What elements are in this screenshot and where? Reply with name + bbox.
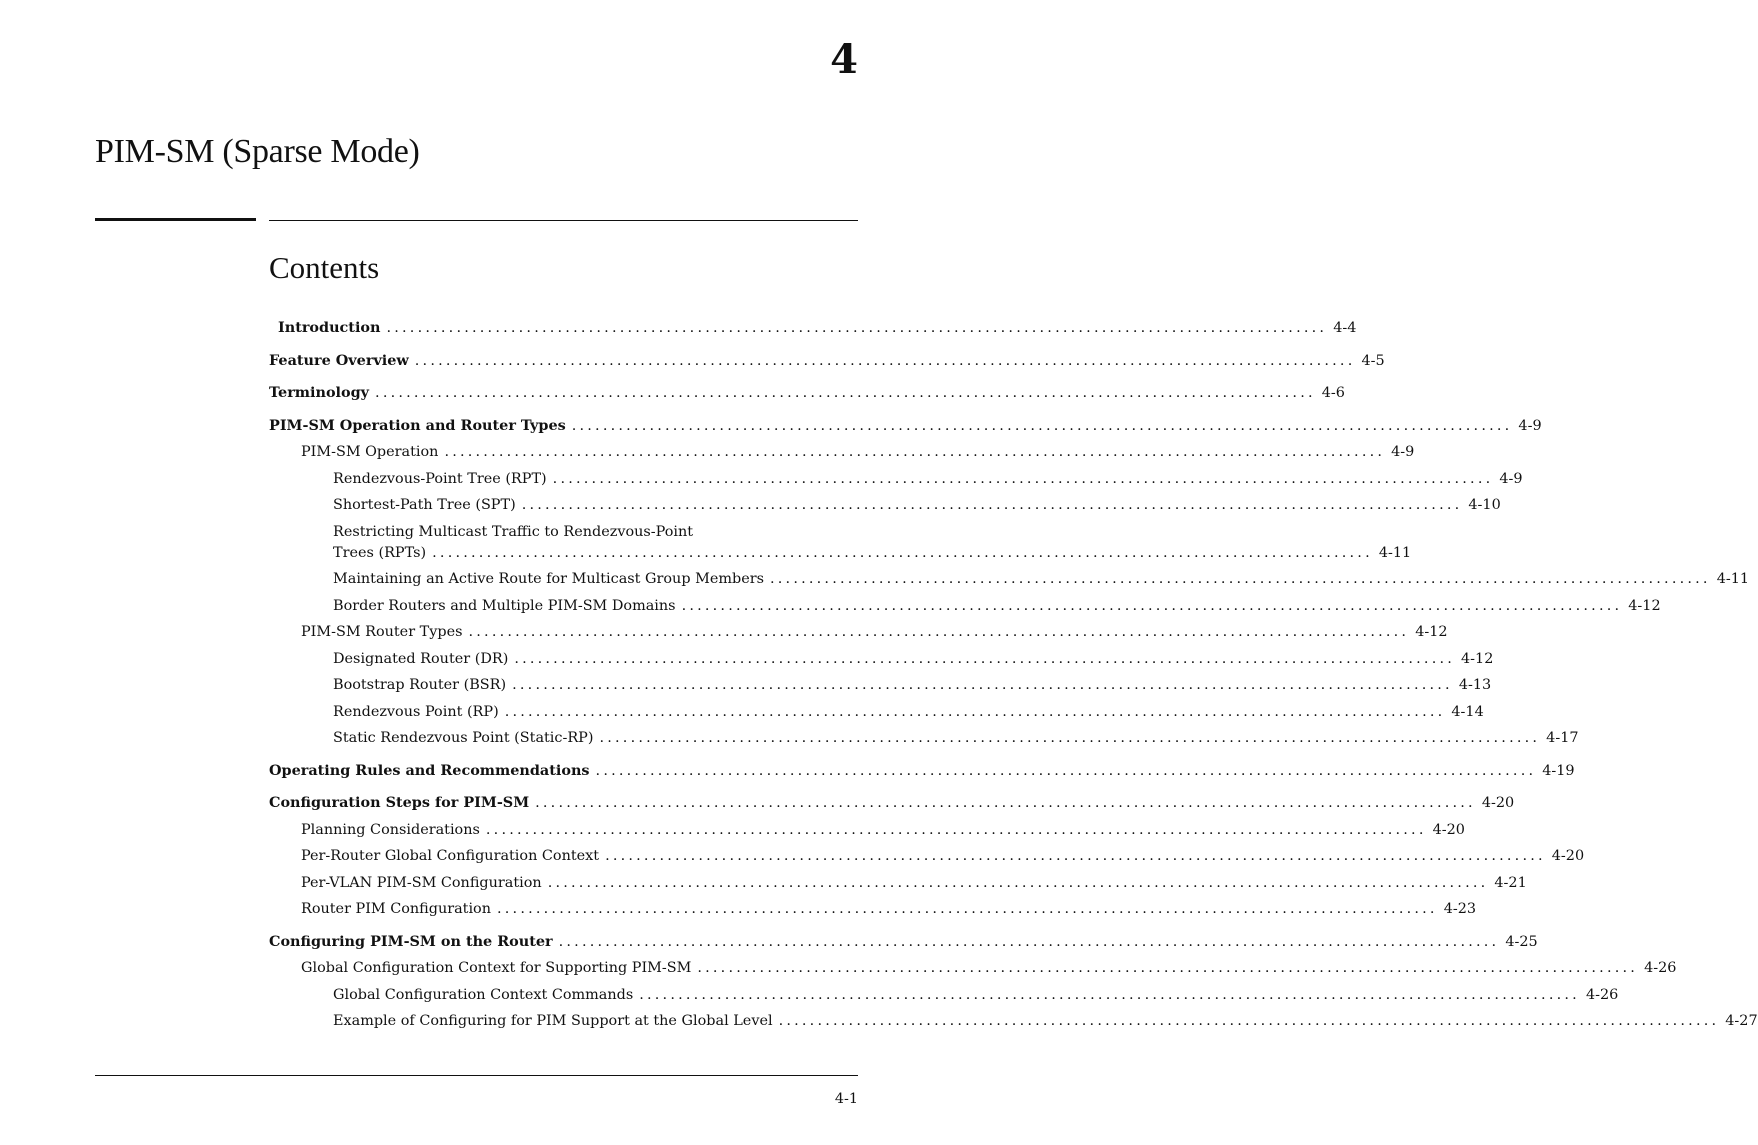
toc-entry-label: Trees (RPTs) [333,544,427,561]
toc-entry-label: Maintaining an Active Route for Multicast Group Members [333,571,764,587]
toc-entry-label: Rendezvous Point (RP) [333,703,499,720]
toc-entry-label: Configuring PIM-SM on the Router [269,932,553,950]
toc-dot-leader: ......................................................................................................................... [535,795,1476,811]
toc-entry-label: Terminology [269,384,370,401]
toc-entry[interactable] [269,986,1619,1005]
toc-dot-leader: ......................................................................................................................... [414,352,1356,369]
toc-entry-label: Static Rendezvous Point (Static-RP) [333,730,594,746]
header-rule-short [95,218,256,221]
toc-entry-page: 4-9 [1391,444,1415,460]
toc-dot-leader: ......................................................................................................................... [571,417,1513,434]
table-of-contents [269,318,1758,1031]
toc-entry[interactable] [269,793,1515,813]
toc-entry-label: Router PIM Configuration [301,901,491,917]
toc-entry[interactable] [269,1012,1758,1031]
toc-entry-label: Feature Overview [269,351,409,369]
toc-entry-page: 4-19 [1542,762,1575,779]
toc-entry-label: Shortest-Path Tree (SPT) [333,497,516,513]
toc-entry[interactable] [269,703,1484,722]
toc-entry-label: Per-Router Global Configuration Context [301,848,600,864]
toc-entry-page: 4-14 [1451,703,1484,720]
toc-entry-page: 4-20 [1551,848,1585,864]
toc-dot-leader: ......................................................................................................................... [639,986,1580,1003]
toc-dot-leader: ......................................................................................................................... [497,901,1438,917]
toc-entry-label-line1[interactable]: Restricting Multicast Traffic to Rendezvous-Point [333,523,694,540]
toc-entry-page: 4-11 [1716,571,1750,587]
toc-entry[interactable] [269,676,1492,695]
toc-entry-label: Designated Router (DR) [333,650,509,667]
toc-dot-leader: ......................................................................................................................... [770,571,1711,587]
toc-entry[interactable] [269,959,1677,978]
toc-dot-leader: ......................................................................................................................... [375,385,1316,401]
toc-entry[interactable] [269,496,1501,515]
toc-entry-page: 4-12 [1628,597,1661,614]
toc-entry[interactable] [269,351,1385,371]
toc-dot-leader: ......................................................................................................................... [697,960,1639,976]
chapter-number: 4 [830,36,858,83]
toc-dot-leader: ......................................................................................................................... [558,933,1500,950]
toc-dot-leader: ......................................................................................................................... [444,444,1386,460]
toc-entry-page: 4-20 [1432,821,1465,838]
toc-entry-page: 4-23 [1443,901,1477,917]
toc-entry-page: 4-12 [1461,650,1494,667]
toc-entry[interactable] [269,821,1465,840]
toc-entry[interactable] [269,383,1345,403]
toc-dot-leader: ......................................................................................................................... [599,730,1541,746]
toc-dot-leader: ......................................................................................................................... [512,677,1453,693]
contents-heading: Contents [269,250,380,285]
toc-entry-label: Configuration Steps for PIM-SM [269,794,530,811]
toc-entry[interactable] [269,650,1494,669]
toc-entry-label: Global Configuration Context for Supporting PIM-SM [301,960,692,976]
toc-entry-page: 4-9 [1518,417,1542,434]
toc-entry-label: PIM-SM Router Types [301,624,463,640]
toc-entry[interactable] [269,761,1575,781]
toc-entry-page: 4-12 [1415,624,1448,640]
toc-entry-page: 4-26 [1585,986,1619,1003]
toc-entry-page: 4-20 [1481,795,1515,811]
toc-dot-leader: ......................................................................................................................... [595,762,1537,779]
toc-entry-label: PIM-SM Operation [301,444,439,460]
toc-entry-page: 4-4 [1333,320,1357,336]
toc-entry-label: Introduction [278,319,381,336]
toc-dot-leader: ......................................................................................................................... [386,320,1328,336]
toc-entry[interactable] [269,318,1357,338]
toc-dot-leader: ......................................................................................................................... [432,544,1373,561]
toc-entry-label: Planning Considerations [301,821,480,838]
toc-dot-leader: ......................................................................................................................... [552,470,1494,487]
footer-rule [95,1075,858,1076]
toc-entry[interactable] [269,900,1477,919]
toc-entry-page: 4-17 [1546,730,1579,746]
header-rule-long [269,220,858,221]
toc-entry[interactable] [269,729,1579,748]
toc-entry-page: 4-25 [1505,933,1538,950]
toc-dot-leader: ......................................................................................................................... [547,874,1489,891]
toc-entry-page: 4-6 [1321,385,1345,401]
toc-dot-leader: ......................................................................................................................... [514,650,1456,667]
toc-entry[interactable] [269,416,1542,436]
toc-entry[interactable] [269,443,1415,462]
toc-entry-page: 4-26 [1644,960,1677,976]
toc-dot-leader: ......................................................................................................................... [778,1013,1720,1029]
toc-entry-page: 4-21 [1494,874,1527,891]
toc-entry[interactable] [269,932,1538,952]
toc-dot-leader: ......................................................................................................................... [521,497,1463,513]
toc-entry[interactable] [269,470,1523,489]
toc-dot-leader: ......................................................................................................................... [605,848,1546,864]
toc-entry[interactable] [269,623,1448,642]
toc-entry-label: PIM-SM Operation and Router Types [269,416,566,434]
toc-entry[interactable] [269,570,1750,589]
toc-entry-page: 4-5 [1361,352,1385,369]
toc-entry[interactable] [269,597,1661,616]
toc-dot-leader: ......................................................................................................................... [504,703,1446,720]
toc-entry-label: Global Configuration Context Commands [333,986,634,1003]
toc-entry-page: 4-9 [1499,470,1523,487]
toc-entry-label: Bootstrap Router (BSR) [333,677,507,693]
toc-entry-page: 4-13 [1458,677,1492,693]
toc-entry-label: Border Routers and Multiple PIM-SM Domains [333,597,676,614]
toc-entry-label: Example of Configuring for PIM Support at the Global Level [333,1013,773,1029]
page-number: 4-1 [834,1091,858,1107]
toc-entry-page: 4-10 [1468,497,1501,513]
toc-entry[interactable] [269,847,1585,866]
toc-entry-page: 4-11 [1378,544,1412,561]
toc-entry-label: Per-VLAN PIM-SM Configuration [301,874,542,891]
chapter-title: PIM-SM (Sparse Mode) [95,133,420,170]
toc-entry-page: 4-27 [1725,1013,1758,1029]
toc-dot-leader: ......................................................................................................................... [485,821,1427,838]
toc-dot-leader: ......................................................................................................................... [468,624,1410,640]
toc-entry-label: Operating Rules and Recommendations [269,761,590,779]
toc-entry[interactable] [269,544,1412,563]
toc-entry[interactable] [269,874,1527,893]
toc-dot-leader: ......................................................................................................................... [681,597,1623,614]
toc-entry-label: Rendezvous-Point Tree (RPT) [333,470,547,487]
